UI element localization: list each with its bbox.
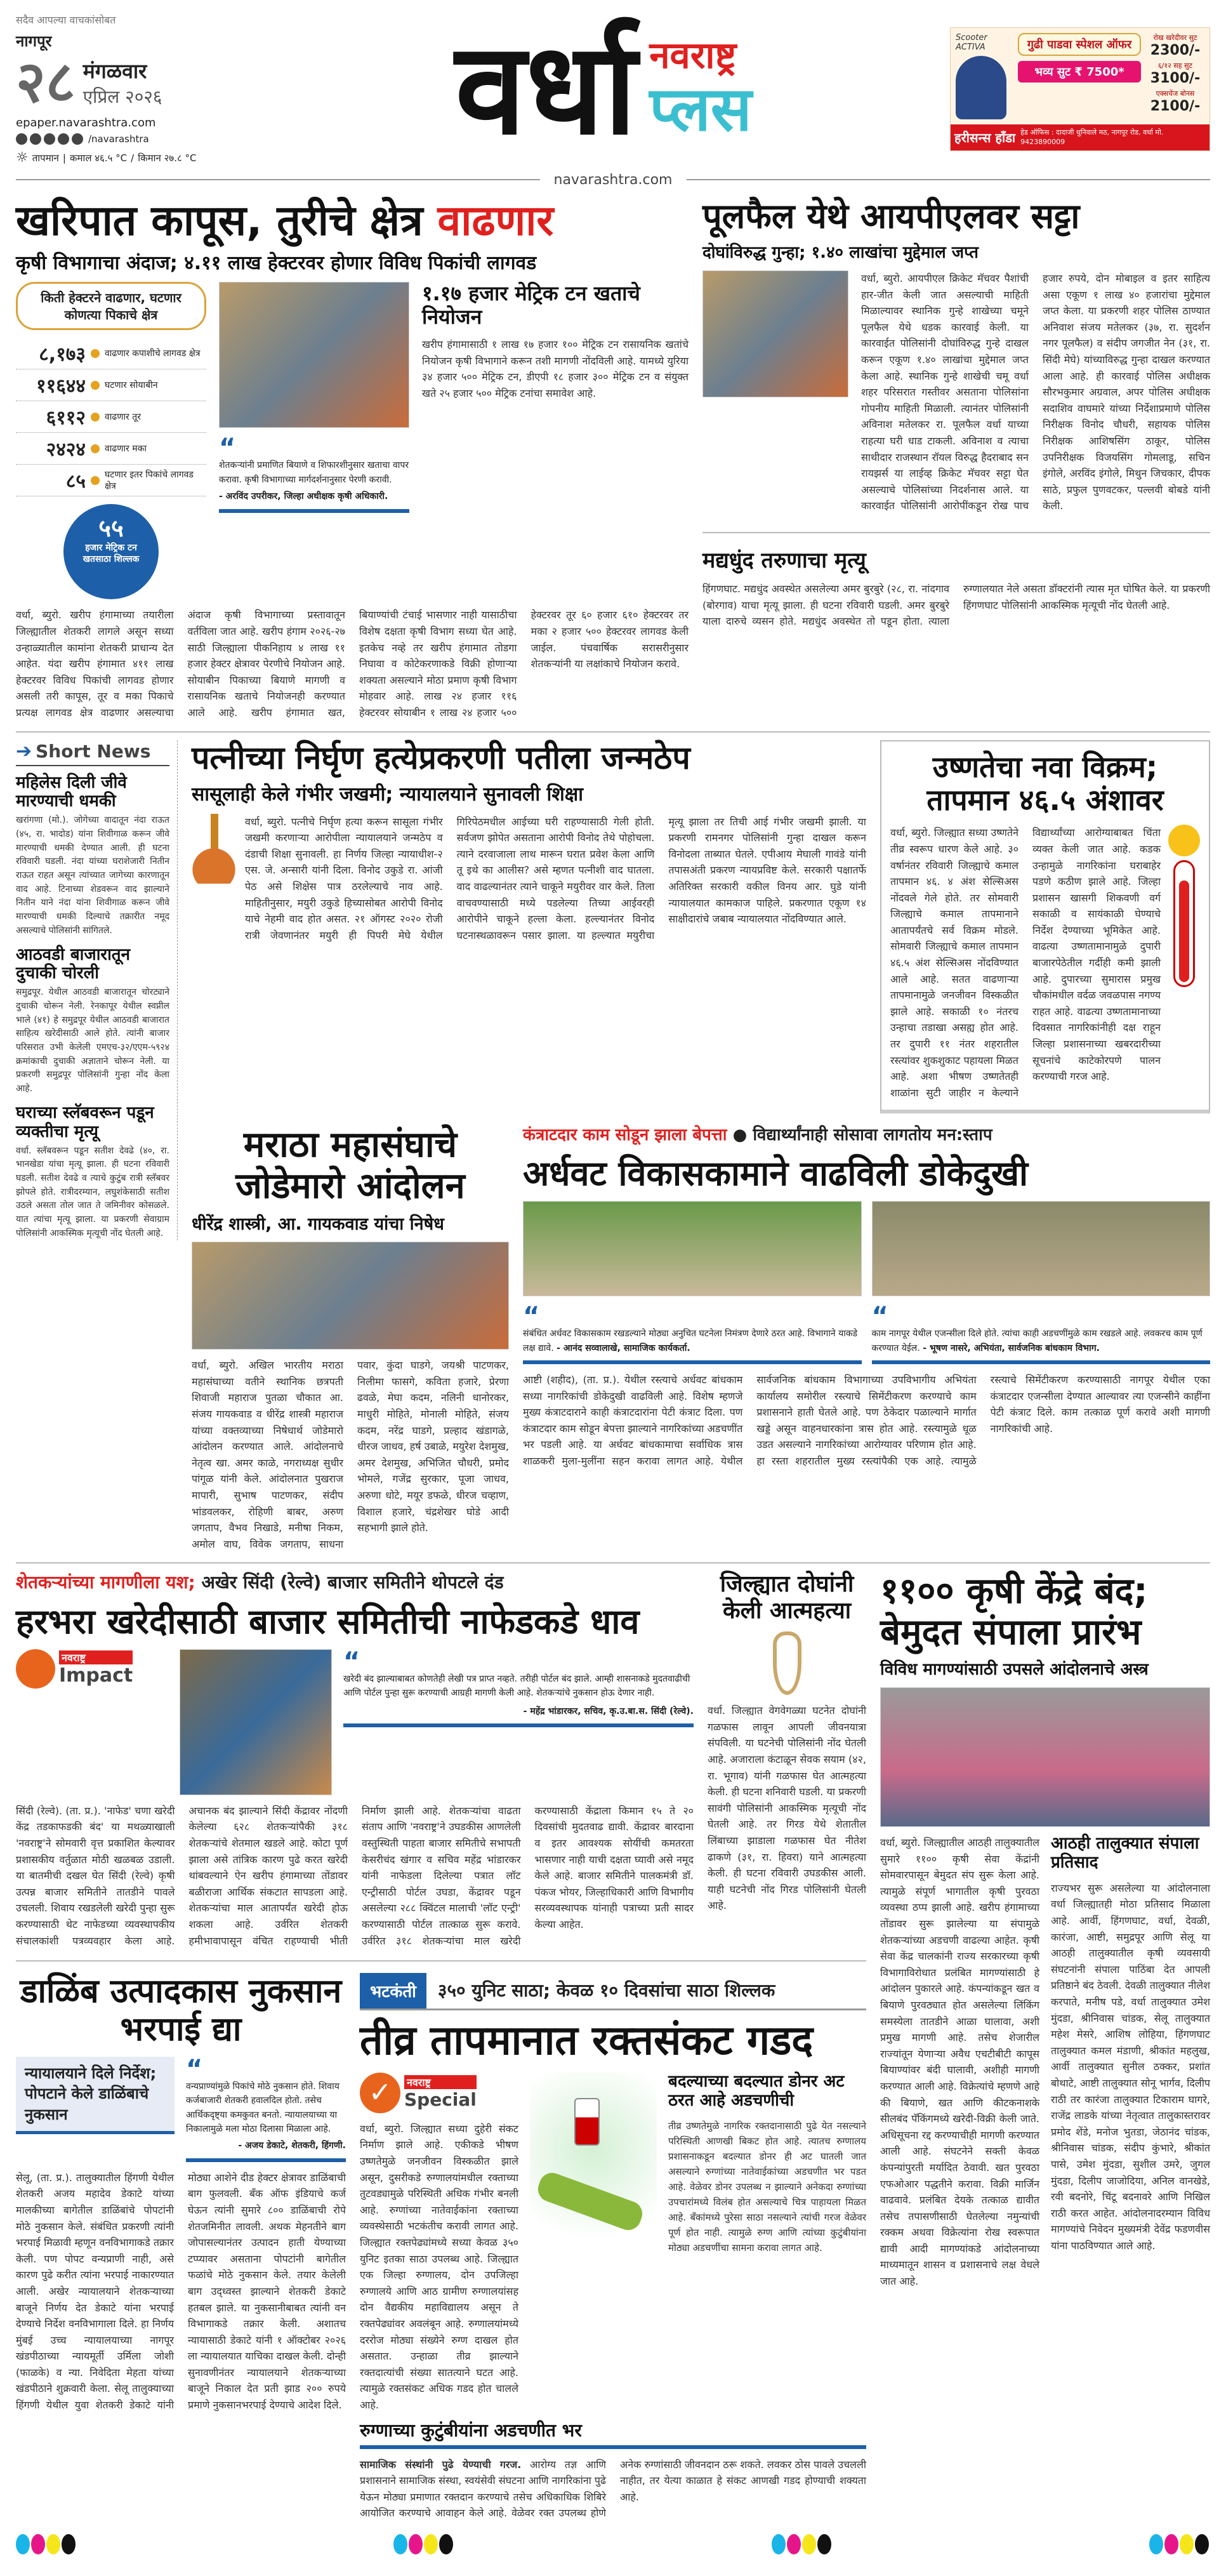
roads-quote1-text: संबंधित अर्धवट विकासकाम रखडल्याने मोठ्या अनुचित घटनेला निमंत्रण देणारे ठरत आहे. विभागाने याकडे लक्ष द्यावे. [523,1329,858,1353]
facebook-icon[interactable] [16,133,27,145]
maratha-subhead: धीरेंद्र शास्त्री, आ. गायकवाड यांचा निषेध [192,1214,444,1235]
stat-value: ८५ [65,470,86,493]
short-news-item [16,774,169,938]
registration-marks [16,2534,77,2557]
weather-label: तापमान [32,152,59,164]
roads-kicker: कंत्राटदार काम सोडून झाला बेपत्ता ● विद्यार्थ्यांनाही सोसावा लागतोय मन:स्ताप [523,1125,992,1145]
maratha-body: वर्धा, ब्युरो. अखिल भारतीय मराठा महासंघाच्या वतीने स्थानिक छत्रपती शिवाजी महाराज पुतळा चौकात आ. संजय गायकवाड व धीरेंद्र शास्त्री महाराज यांच्या वक्तव्याच्या निषेधार्थ जोडेमारो आंदोलन करण्यात आले. आंदोलनाचे नेतृत्व खा. अमर काळे, नगराध्यक्ष सुधीर पांगूळ यांनी केले. आंदोलनात पुखराज मापारी, सुभाष पाटणकर, संदीप भांडवलकर, रोहिणी बाबर, अरुण जगताप, वैभव निखाडे, मनीषा निकम, अमोल वाघ, विवेक जगताप, साधना पवार, कुंदा घाडगे, जयश्री पाटणकर, निलीमा फासगे, कविता हजारे, प्रेरणा ढवळे, मेघा कदम, नलिनी धानोरकर, माधुरी मोहिते, मोनाली मोहिते, संजय कदम, नरेंद्र घाडगे, प्रल्हाद खंडागळे, धीरज जाधव, हर्ष उबाळे, मयुरेश देशमुख, अमर देशमुख, अभिजित चौधरी, प्रमोद भोमले, गजेंद्र सुरकार, पूजा जाधव, अरुणा धोटे, मयूर डफळे, धीरज चव्हाण, विशाल हजारे, चंद्रशेखर घोडे आदी सहभागी झाले होते. [192,1359,509,1550]
heat-headline: उष्णतेचा नवा विक्रम; तापमान ४६.५ अंशावर [926,749,1164,818]
ipl-subhead: दोघांविरुद्ध गुन्हा; १.४० लाखांचा मुद्देमाल जप्त [702,243,979,263]
krushi-sidehead: आठही तालुक्यात संपाला प्रतिसाद [1051,1834,1199,1872]
special-brand: नवराष्ट्र [404,2075,477,2089]
blood-donation-illustration [530,2073,657,2263]
ad-scooter-image [956,56,1006,119]
instagram-icon[interactable] [30,133,41,145]
roads-quote2-author: - भूषण नासरे, अभियंता, सार्वजनिक बांधकाम विभाग. [923,1343,1100,1353]
blood-box-head: रुग्णाच्या कुटुंबीयांना अडचणीत भर [360,2420,866,2448]
short-news-headline: महिलेस दिली जीवे मारण्याची धमकी [16,773,127,811]
temp-max: कमाल ४६.५ °C [69,152,128,164]
short-news-body: समुद्रपूर. येथील आठवडी बाजारातून चोरट्याने दुचाकी चोरून नेली. रेनकापूर येथील स्वप्नील भाले (४१) हे समुद्रपूर येथील आठवडी बाजारात साहित्य खरेदीसाठी आले होते. त्यांनी बाजार परिसरात उभी केलेली एमएच-३२/एएम-५९२४ क्रमांकाची दुचाकी अज्ञाताने चोरून नेली. या प्रकरणी समुद्रपूर पोलिसांनी गुन्हा नोंद केला आहे. [16,987,169,1094]
ipl-photo-arrest [702,270,848,397]
epaper-link[interactable]: epaper.navarashtra.com [16,116,156,129]
stat-row [16,401,206,433]
maratha-story [192,1125,509,1552]
youtube-icon[interactable] [58,133,69,145]
stat-dot-icon [91,476,100,485]
blood-headline: तीव्र तापमानात रक्तसंकट गडद [360,2017,814,2065]
masthead-left: सदैव आपल्या वाचकांसोबत नागपूर २८ मंगळवार एप्रिल २०२६ epaper.navarashtra.com /navarashtra ☼ तापमान | कमाल ४६.५ °C / किमान २७.८ °C [16,13,257,166]
krushi-subhead: विविध मागण्यांसाठी उपसले आंदोलनाचे अस्त्र [880,1660,1149,1680]
suicide-body: वर्धा. जिल्ह्यात वेगवेगळ्या घटनेत दोघांनी गळफास लावून आपली जीवनयात्रा संपविली. या घटनेची पोलिसांनी नोंद घेतली आहे. अजाराला कंटाळून सेवक सयाम (४२, रा. भूगाव) यांनी गळफास घेत आत्महत्या केली. ही घटना शनिवारी घडली. या प्रकरणी सावंगी पोलिसांनी आकस्मिक मृत्यूची नोंद घेतली आहे. तर गिरड येथे शेतातील लिंबाच्या झाडाला गळफास घेत नीतेश ढाकणे (३१, रा. हिवरा) याने आत्महत्या केली. ही घटना रविवारी उघडकीस आली. याही घटनेची नोंद गिरड पोलिसांनी घेतली आहे. [708,1704,866,1912]
stats-box-title: किती हेक्टरने वाढणार, घटणार कोणत्या पिकाचे क्षेत्र [16,282,206,330]
lead-stats-box [16,282,206,599]
quote-mark-icon: “ [523,1302,540,1332]
murder-body: वर्धा, ब्युरो. पत्नीचे निर्घृण हत्या करून सासूला गंभीर जखमी करणाऱ्या आरोपीला न्यायालयाने जन्मठेप व दंडाची शिक्षा सुनावली. हा निर्णय जिल्हा न्यायाधीश-२ एस. जे. अन्सारी यांनी दिला. विनोद उकुडे रा. आंजी पेठ असे शिक्षेस पात्र ठरलेल्याचे नाव आहे. माहितीनुसार, मयुरी उकुडे हिच्यासोबत आरोपी विनोद याचे नेहमी वाद होत असत. २१ ऑगस्ट २०२० रोजी रात्री जेवणानंतर मयुरी ही पिपरी मेघे येथील गिरिपेठमधील आईच्या घरी राहण्यासाठी गेली होती. सर्वजण झोपेत असताना आरोपी विनोद तेथे पोहोचला. त्याने दरवाजाला लाथ मारून घरात प्रवेश केला आणि तू इथे का आलीस? असे म्हणत पत्नीशी वाद घातला. वाद वाढल्यानंतर त्याने चाकूने मयुरीवर वार केले. तिला वाचवण्यासाठी मध्ये पडलेल्या तिच्या आईवरही आरोपीने चाकूने हल्ला केला. हल्ल्यानंतर विनोद घटनास्थळावरून पसार झाला. या हल्ल्यात मयुरीचा मृत्यू झाला तर तिची आई गंभीर जखमी झाली. या प्रकरणी रामनगर पोलिसांनी गुन्हा दाखल करून विनोदला ताब्यात घेतले. एपीआय मेघाली गावंडे यांनी तपासअंती प्रकरण न्यायप्रविष्ट केले. सरकारी पक्षातर्फे अतिरिक्त सरकारी वकील विनय आर. घुडे यांनी न्यायालयात कामकाज पाहिले. प्रकरणात एकूण १४ साक्षीदारांचे जबाब न्यायालयात नोंदविण्यात आले. [245,815,866,941]
social-handle: /navarashtra [88,133,149,145]
paper-title: वर्धा [455,15,637,163]
badge-number: ५५ [98,514,124,543]
roads-quote2-text: काम नागपूर येथील एजन्सीला दिले होते. त्यांचा काही अडचणींमुळे काम रखडले आहे. लवकरच काम पूर्ण करण्यात येईल. [871,1329,1203,1353]
krushi-sidebody: राज्यभर सुरू असलेल्या या आंदोलनाला वर्धा जिल्ह्यातही मोठा प्रतिसाद मिळाला आहे. आर्वी, हिंगणघाट, वर्धा, देवळी, कारंजा, आष्टी, समुद्रपूर आणि सेलू या आठही तालुक्यातील कृषी व्यवसायी संघटनांनी संपाला पाठिंबा देत आपली प्रतिष्ठाने बंद ठेवली. देवळी तालुक्यात नीलेश करपाते, मनीष पडे, वर्धा तालुक्यात उमेश मुंदडा, श्रीनिवास चांडक, सेलू तालुक्यात महेश मेसरे, आशिष लोहिया, हिंगणघाट तालुक्यात कमल मंडाणी, श्रीकांत महलुख, आर्वी तालुक्यात सुनील ठक्कर, प्रशांत बोथाटे, आष्टी तालुक्यात सोनू भार्गव, दिलीप राठी तर कारंजा तालुक्यात टिकाराम घागरे, राजेंद्र लाडके यांच्या नेतृत्वात तालुकास्तरावर प्रमोद शेंडे, मनोज भुतडा, जेठानंद चांडक, श्रीनिवास चांडक, संदीप कुंभारे, श्रीकांत पासे, उमेश मुंदडा, सुशील उमरे, जुगल मुंदडा, दिलीप जाजोदिया, अनिल वानखेडे, रवी बदनोरे, चिंटू बदनावरे आणि निखिल राठी करत आहेत. आंदोलनादरम्यान विविध मागण्यांचे निवेदन मुख्यमंत्री देवेंद्र फडणवीस यांना पाठविण्यात आले आहे. [1051,1882,1210,2252]
krushi-headline: ११०० कृषी केंद्रे बंद; बेमुदत संपाला प्रारंभ [880,1570,1148,1653]
blood-story [360,1973,866,2521]
stat-dot-icon [91,444,100,453]
donor-figure-icon [534,2169,645,2233]
ad-offer: गुढी पाडवा स्पेशल ऑफर [1018,33,1141,56]
short-news-column [16,740,178,1241]
lead-headline-red: वाढणार [437,196,554,245]
masthead [16,13,1210,166]
short-news-arrow-icon: ➔ [16,740,32,762]
linkedin-icon[interactable] [72,133,83,145]
krushi-body: वर्धा, ब्युरो. जिल्ह्यातील आठही तालुक्यातील सुमारे ११०० कृषी सेवा केंद्रांनी सोमवारपासून बेमुदत संप सुरू केला आहे. त्यामुळे संपूर्ण भागातील कृषी पुरवठा व्यवस्था ठप्प झाली आहे. खरीप हंगामाच्या तोंडावर सुरू झालेल्या या संपामुळे शेतकऱ्यांच्या अडचणी वाढल्या आहेत. कृषी सेवा केंद्र चालकांनी राज्य सरकारच्या कृषी विभागाविरोधात प्रलंबित मागण्यांसाठी हे आंदोलन पुकारले आहे. कंपन्यांकडून खत व बियाणे पुरवठ्यात होत असलेल्या लिंकिंग समस्येला तातडीने आळा घालावा, अशी प्रमुख मागणी आहे. तसेच शेजारील राज्यांतून येणाऱ्या अवैध एचटीबीटी कापूस बियाण्यांवर बंदी घालावी, अशीही मागणी करण्यात आली आहे. विक्रेत्यांचे म्हणणे आहे की बियाणे, खत आणि कीटकनाशके सीलबंद पॅकिंगमध्ये खरेदी-विक्री केली जाते. अधिसूचना रद्द करण्याचीही मागणी करण्यात आली आहे. संघटनेने सक्ती केवळ कंपन्यांपुरती मर्यादित ठेवावी. खत पुरवठा एफओआर पद्धतीने करावा. विक्री मार्जिन वाढवावे. प्रलंबित देयके तत्काळ द्यावीत तसेच तपासणीसाठी घेतलेल्या नमुन्यांची रक्कम अथवा विक्रेत्यांना रोख स्वरूपात द्यावी आदी मागण्यांकडे आंदोलनाच्या माध्यमातून शासन व प्रशासनाचे लक्ष वेधले जात आहे. [880,1836,1039,2288]
masthead-center [276,15,931,163]
thermometer-icon [1173,860,1195,987]
heat-box [880,740,1210,1114]
roads-photo-2 [872,1201,1211,1296]
roads-kicker-text: विद्यार्थ्यांनाही सोसावा लागतोय मन:स्ताप [753,1125,992,1145]
market-headline: हरभरा खरेदीसाठी बाजार समितीची नाफेडकडे धाव [16,1601,640,1642]
blood-kicker [360,1973,866,2010]
market-kicker [16,1571,694,1594]
quote-mark-icon: “ [219,434,236,463]
roads-photo-1 [523,1201,862,1296]
pomegranate-quote [186,2054,346,2162]
stat-value: ८,१७३ [39,343,86,366]
short-news-item [16,1104,169,1241]
ad-dealer: हरीसन्स हॉंडा [954,130,1016,145]
x-icon[interactable] [44,133,55,145]
brand-navarashtra: नवराष्ट्र [649,33,737,77]
ad-discount: भव्य सुट ₹ 7500* [1018,61,1141,83]
market-quote-author: - महेंद्र भांडारकर, सचिव, कृ.उ.बा.स. सिंदी (रेल्वे). [523,1706,694,1716]
honda-ad[interactable] [950,27,1210,151]
ad-price1: 2300/- [1150,43,1201,59]
fist-icon [16,1649,55,1689]
registration-marks [1149,2534,1210,2557]
roads-story [523,1125,1210,1469]
ipl-story [702,197,1210,630]
market-kicker-text: अखेर सिंदी (रेल्वे) बाजार समितीने थोपटले दंड [201,1572,504,1593]
lead-story [16,197,689,721]
pomegranate-body: सेलू, (ता. प्र.). तालुक्यातील हिंगणी येथील शेतकरी अजय महादेव डेकाटे यांच्या मालकीच्या बागेतील डाळिंबांचे पोपटांनी मोठे नुकसान केले. संबंधित प्रकरणी त्यांनी भरपाई मिळावी म्हणून वनविभागाकडे तक्रार केली. पण पोपट वन्यप्राणी नाही, असे कारण पुढे करीत त्यांना भरपाई नाकारण्यात आली. अखेर न्यायालयाने शेतकऱ्याच्या बाजूने निर्णय देत डेकाटे यांना भरपाई देण्याचे निर्देश वनविभागाला दिले. हा निर्णय मुंबई उच्च न्यायालयाच्या नागपूर खंडपीठाच्या न्यायमूर्ती उर्मिला जोशी (फाळके) व न्या. निवेदिता मेहता यांच्या खंडपीठाने शुक्रवारी केला. सेलू तालुक्याच्या हिंगणी येथील युवा शेतकरी डेकाटे यांनी मोठ्या आशेने दीड हेक्टर क्षेत्रावर डाळिंबाची बाग फुलवली. बँक ऑफ इंडियाचे कर्ज घेऊन त्यांनी सुमारे ८०० डाळिंबाची रोपे शेतजमिनीत लावली. अथक मेहनतीने बाग जोपासल्यानंतर उत्पादन हाती येण्याच्या टप्प्यावर असताना पोपटांनी बागेतील फळांचे मोठे नुकसान केले. तयार केलेली बाग उद्ध्वस्त झाल्याने शेतकरी डेकाटे हतबल झाले. या नुकसानीबाबत त्यांनी वन विभागाकडे तक्रार केली. अशातच न्यायासाठी डेकाटे यांनी १ ऑक्टोबर २०२६ ला न्यायालयात याचिका दाखल केली. दोन्ही सुनावणीनंतर न्यायालयाने शेतकऱ्याच्या बाजूने निकाल देत प्रती झाड २०० रुपये प्रमाणे नुकसानभरपाई देण्याचे आदेश दिले. [16,2171,346,2412]
blood-sub2 [360,2457,866,2521]
lead-quote-text: शेतकऱ्यांनी प्रमाणित बियाणे व शिफारशीनुसार खताचा वापर करावा. कृषी विभागाच्या मार्गदर्शनानुसार पेरणी करावी. [219,460,409,485]
badge-text: हजार मेट्रिक टन खतसाठा शिल्लक [82,543,140,565]
drunk-headline: मद्यधुंद तरुणाचा मृत्यू [702,547,866,573]
checkmark-icon: ✓ [360,2073,400,2113]
pomegranate-quote-text: वन्यप्राण्यांमुळे पिकांचे मोठे नुकसान होते. शिवाय कर्जबाजारी शेतकरी हवालदिल होतो. तसेच आर्थिकदृष्ट्या कमकुवत बनतो. न्यायालयाच्या या निकालामुळे मला मोठा दिलासा मिळाला आहे. [186,2081,339,2134]
fertilizer-sidebody: खरीप हंगामासाठी १ लाख १७ हजार १०० मेट्रिक टन रासायनिक खतांचे नियोजन कृषी विभागाने करून तशी मागणी नोंदविली आहे. यामध्ये युरिया ३४ हजार ५०० मेट्रिक टन, डीएपी १८ हजार ३०० मेट्रिक टन व संयुक्त खते २५ हजार ५०० मेट्रिक टनांचा समावेश आहे. [422,338,689,399]
month-year: एप्रिल २०२६ [82,86,162,107]
ipl-headline: पूलफैल येथे आयपीएलवर सट्टा [702,196,1080,236]
stat-row [16,433,206,465]
gavel-icon [192,814,236,884]
ad-price2: 3100/- [1150,70,1201,87]
blood-subhead: बदल्याच्या बदल्यात डोनर अट ठरत आहे अडचणीची [668,2071,845,2110]
roads-headline: अर्धवट विकासकामाने वाढविली डोकेदुखी [523,1153,1028,1194]
lead-photo-fertilizer [219,282,409,428]
murder-story [192,740,866,944]
suicide-headline: जिल्ह्यात दोघांनी केली आत्महत्या [720,1571,854,1624]
short-news-body: वर्धा. स्लॅबवरून पडून सतीश देवढे (४०, रा. भानखेडा यांचा मृत्यू झाला. ही घटना रविवारी घडली. सतीश देवढे व त्याचे कुटुंब रात्री स्लॅबवर झोपले होते. रात्रीदरम्यान, लघुशंकेसाठी सतीश उठले असता तोल जात ते जमिनीवर कोसळले. यात त्यांचा मृत्यू झाला. या प्रकरणी सेवाग्राम पोलिसांनी आकस्मिक मृत्यूची नोंद घेतली आहे. [16,1145,169,1238]
city: नागपूर [16,32,52,50]
pomegranate-box: न्यायालयाने दिले निर्देश; पोपटाने केले डाळिंबाचे नुकसान [16,2057,175,2134]
social-links[interactable] [16,133,257,145]
stat-label: घटणार इतर पिकांचे लागवड क्षेत्र [105,469,194,491]
ad-address: हेड ऑफिस : दादाजी धुनिवाले मठ, नागपूर रोड, वर्धा मो. 9423890009 [1020,128,1164,146]
blood-subbody: तीव्र उष्णतेमुळे नागरिक रक्तदानासाठी पुढे येत नसल्याने परिस्थिती आणखी बिकट होत आहे. त्यातच रुग्णालय प्रशासनाकडून बदल्यात डोनर ही अट घातली जात असल्याने रुग्णांच्या नातेवाईकांच्या अडचणीत भर पडत आहे. वेळेवर डोनर उपलब्ध न झाल्याने अनेकदा रुग्णांच्या उपचारांमध्ये विलंब होत असल्याचे चित्र पाहायला मिळत आहे. बँकांमध्ये पुरेसा साठा नसल्याने त्यांची गरज वेळेवर पूर्ण होत नाही. त्यामुळे रुग्ण आणि त्यांच्या कुटुंबीयांना मोठ्या अडचणींचा सामना करावा लागत आहे. [668,2120,866,2254]
stat-row [16,369,206,401]
lead-quote-author: - अरविंद उपरीकर, जिल्हा अधीक्षक कृषी अधिकारी. [219,491,388,502]
lead-subhead: कृषी विभागाचा अंदाज; ४.११ लाख हेक्टरवर होणार विविध पिकांची लागवड [16,251,537,274]
impact-logo [16,1649,168,1689]
roads-quote-2 [872,1304,1211,1364]
heat-body: वर्धा, ब्युरो. जिल्ह्यात सध्या उष्णतेने तीव्र स्वरूप धारण केले आहे. ३० वर्षानंतर रविवारी जिल्ह्याचे कमाल तापमान ४६. ४ अंश सेल्सिअस नोंदवले गेले होते. तर सोमवारी जिल्ह्याचे कमाल तापमानाने आतापर्यंतचे सर्व विक्रम मोडले. सोमवारी जिल्ह्याचे कमाल तापमान ४६.५ अंश सेल्सिअस नोंदविण्यात आले आहे. सतत वाढणाऱ्या तापमानामुळे जनजीवन विस्कळीत झाले आहे. सकाळी १० नंतरच उन्हाचा तडाखा असह्य होत आहे. तर दुपारी ११ नंतर शहरातील रस्त्यांवर शुकशुकाट पहायला मिळत आहे. अशा भीषण उष्णतेतही शाळांना सुटी जाहीर न केल्याने विद्यार्थ्यांच्या आरोग्याबाबत चिंता व्यक्त केली जात आहे. कडक उन्हामुळे नागरिकांना घराबाहेर पडणे कठीण झाले आहे. जिल्हा प्रशासन खासगी शिकवणी वर्ग सकाळी व सायंकाळी घेण्याचे निर्देश देण्याच्या भूमिकेत आहे. वाढत्या उष्णतामानामुळे दुपारी बाजारपेठेतील गर्दीही कमी झाली आहे. दुपारच्या सुमारास प्रमुख चौकांमधील वर्दळ जवळपास नगण्य राहत आहे. वाढत्या उष्णतामानाच्या दिवसात नागरिकांनीही दक्ष राहून जिल्हा प्रशासनाच्या खबरदारीच्या सूचनांचे काटेकोरपणे पालन करण्याची गरज आहे. [890,827,1161,1099]
temp-min: किमान २७.८ °C [138,152,197,164]
stat-label: वाढणार कपाशीचे लागवड क्षेत्र [105,348,201,359]
market-body: सिंदी (रेल्वे). (ता. प्र.). 'नाफेड' चणा खरेदी केंद्र तडकाफडकी बंद' या मथळ्याखाली 'नवराष्ट्र'ने सोमवारी वृत्त प्रकाशित केल्यावर प्रशासकीय वर्तुळात मोठी खळबळ उडाली. या बातमीची दखल घेत सिंदी (रेल्वे) कृषी उत्पन्न बाजार समितीने तातडीने पावले उचलली. शिवाय रखडलेली खरेदी पुन्हा सुरू करण्यासाठी थेट नाफेडच्या व्यवस्थापकीय संचालकांशी पत्रव्यवहार केला आहे. अचानक बंद झाल्याने सिंदी केंद्रावर नोंदणी केलेल्या ६२८ शेतकऱ्यांपैकी ३१८ शेतकऱ्यांचे शेतमाल खडले आहे. कोटा पूर्ण झाला असे तांत्रिक कारण पुढे करत खरेदी थांबवल्याने ऐन खरीप हंगामाच्या तोंडावर बळीराजा आर्थिक संकटात सापडला आहे. शेतकऱ्यांचा माल आतापर्यंत खरेदी होऊ शकला आहे. उर्वरित शेतकरी हमीभावापासून वंचित राहण्याची भीती निर्माण झाली आहे. शेतकऱ्यांचा वाढता संताप आणि 'नवराष्ट्र'ने उघडकीस आणलेली वस्तुस्थिती पाहता बाजार समितीचे सभापती केसरीचंद खंगार व सचिव महेंद्र भांडारकर यांनी नाफेडला दिलेल्या पत्रात लॉट एन्ट्रीसाठी पोर्टल उघडा, केंद्रावर पडून असलेल्या २८८ क्विंटल मालाची 'लॉट एन्ट्री' करण्यासाठी पोर्टल तात्काळ सुरू करावे. उर्वरित ३१८ शेतकऱ्यांचा माल खरेदी करण्यासाठी केंद्राला किमान १५ ते २० दिवसांची मुदतवाढ द्यावी. केंद्रावर बारदाना व इतर आवश्यक सोयींची कमतरता भासणार नाही याची दक्षता घ्यावी असे नमूद केले आहे. बाजार समितीने पालकमंत्री डॉ. पंकज भोयर, जिल्हाधिकारी आणि विभागीय सरव्यवस्थापक यांनाही पत्राच्या प्रती सादर केल्या आहेत. [16,1804,694,1947]
special-logo [360,2073,518,2113]
blood-bag-icon [574,2098,600,2146]
market-quote-text: खरेदी बंद झाल्याबाबत कोणतेही लेखी पत्र प्राप्त नव्हते. तरीही पोर्टल बंद झाले. आम्ही शासनाकडे मुदतवाढीची आणि पोर्टल पुन्हा सुरू करण्याची आग्रही मागणी केली आहे. शेतकऱ्यांचे नुकसान होऊ देणार नाही. [343,1673,690,1699]
stat-value: ११६४४ [36,375,86,398]
roads-body: आष्टी (शहीद), (ता. प्र.). येथील रस्त्याचे अर्धवट बांधकाम सध्या नागरिकांची डोकेदुखी वाढविली आहे. विशेष म्हणजे मुख्य कंत्राटदाराने काही कंत्राटदारांना पेटी कंत्राट दिला. पण कंत्राटदार काम सोडून बेपत्ता झाल्याने नागरिकांच्या अडचणींत भर पडली आहे. या अर्धवट बांधकामाचा सर्वाधिक त्रास शाळकरी मुला-मुलींना सहन करावा लागत आहे. येथील सार्वजनिक बांधकाम विभागाच्या उपविभागीय अभियंता कार्यालय समोरील रस्त्याचे सिमेंटीकरण करण्याचे काम प्रशासनाने हाती घेतले आहे. पण ठेकेदार पळाल्याने मार्गात खड्डे असून वाहनधारकांना त्रास होत आहे. रस्त्यामुळे धूळ उडत असल्याने नागरिकांच्या आरोग्यावर परिणाम होत आहे. हा रस्ता शहरातील मुख्य रस्त्यांपैकी एक आहे. त्यामुळे रस्त्याचे सिमेंटीकरण करण्यासाठी नागपूर येथील एका कंत्राटदार एजन्सीला देण्यात आल्यावर त्या एजन्सीने काहींना पेटी कंत्राट दिले. काम तत्काळ पूर्ण करावे अशी मागणी नागरिकांची आहे. [523,1374,1210,1468]
pomegranate-headline: डाळिंब उत्पादकास नुकसान भरपाई द्या [20,1972,342,2048]
drunk-body: हिंगणघाट. मद्यधुंद अवस्थेत असलेल्या अमर बुरबुरे (२८, रा. नांदगाव (बोरगाव) याचा मृत्यू झाला. ही घटना रविवारी घडली. अमर बुरबुरे याला दारुचे व्यसन होते. मद्यधुंद अवस्थेत तो पडून होता. त्याला रुग्णालयात नेले असता डॉक्टरांनी त्यास मृत घोषित केले. या प्रकरणी हिंगणघाट पोलिसांनी आकस्मिक मृत्यूची नोंद घेतली आहे. [702,582,1210,628]
maratha-protest-photo [192,1242,509,1350]
market-story [16,1571,694,1949]
special-label: Special [404,2089,477,2111]
ipl-body-1: वर्धा, ब्युरो. आयपीएल क्रिकेट मॅचवर पैशांची हार-जीत केली जात असल्याची माहिती मिळाल्यावर स्थानिक गुन्हे शाखेच्या चमूने पूलफैल येथे धडक कारवाई केली. या कारवाईत पोलिसांनी दोघांविरुद्ध गुन्हे दाखल करून एकूण १.४० लाखांचा मुद्देमाल जप्त केला आहे. स्थानिक गुन्हे शाखेची चमू वर्धा शहर परिसरात गस्तीवर असताना पोलिसांना गोपनीय माहिती मिळाली. त्यानंतर पोलिसांनी अविनाश मतेलकर रा. पूलफैल वर्धा याच्या राहत्या घरी धाड टाकली. अविनाश व त्याचा साथीदार राजस्थान रॉयल विरुद्ध हैदराबाद सन रायझर्स या लाईव्ह क्रिकेट मॅचवर सट्टा घेत असल्याचे पोलिसांच्या निदर्शनास आले. या कारवाईत पोलिसांनी आरोपींकडून रोख पाच हजार रुपये, दोन मोबाइल व इतर साहित्य असा एकूण १ लाख ४० हजारांचा मुद्देमाल जप्त केला. या प्रकरणी शहर पोलिस ठाण्यात अनिवाश संजय मतेलकर (३७, रा. सुदर्शन नगर पूलफैल) व संदीप जगजीत नेन (३१, रा. सिंदी मेघे) यांच्याविरुद्ध गुन्हा दाखल करण्यात आला आहे. ही कारवाई पोलिस अधीक्षक सौरभकुमार अग्रवाल, अपर पोलिस अधीक्षक सदाशिव वाघमारे यांच्या निर्देशाप्रमाणे पोलिस निरीक्षक विनोद चौधरी, सहायक पोलिस निरीक्षक आशिषसिंग ठाकूर, पोलिस उपनिरीक्षक विजयसिंग गोमलाडू, सचिन इंगोले, अरविंद इंगोले, मिथुन जिचकार, दीपक साठे, प्रफुल पुणवटकर, पल्लवी बोबडे यांनी केली. [861,272,1210,512]
krushi-story [880,1571,1210,2289]
murder-headline: पत्नीच्या निर्घृण हत्येप्रकरणी पतीला जन्मठेप [192,739,690,776]
impact-label: Impact [59,1664,133,1687]
ad-price3: 2100/- [1150,98,1201,115]
quote-mark-icon: “ [343,1647,360,1676]
roads-quote1-author: - आनंद सव्वालाखे, सामाजिक कार्यकर्ता. [557,1343,690,1353]
short-news-headline: घराच्या स्लॅबवरून पडून व्यक्तीचा मृत्यू [16,1103,154,1141]
ad-model: Scooter ACTIVA [956,33,987,53]
lead-body: वर्धा, ब्युरो. खरीप हंगामाच्या तयारीला जिल्ह्यातील शेतकरी लागले असून सध्या उन्हाळ्यातील कामांना शेतकरी प्राधान्य देत आहेत. यंदा खरीप हंगामात ४११ लाख हेक्टरवर विविध पिकांची लागवड होणार असली तरी कापूस, तूर व मका पिकाचे प्रत्यक्ष लागवड क्षेत्र वाढणार असल्याचा अंदाज कृषी विभागाच्या प्रस्तावातून वर्तविला जात आहे. खरीप हंगाम २०२६-२७ साठी जिल्ह्याला पीकनिहाय ४ लाख ११ हजार हेक्टर क्षेत्रावर पेरणीचे नियोजन आहे. सोयाबीन पिकाच्या बियाणे मागणी व रासायनिक खताचे नियोजनही करण्यात आले आहे. खरीप हंगामात खत, बियाण्यांची टंचाई भासणार नाही यासाठीचा विशेष दक्षता कृषी विभाग सध्या घेत आहे. इतकेच नव्हे तर खरीप हंगामात तोडगा निघावा व कोटेकरणाकडे विक्री होणाऱ्या शक्यता असल्याने मोठा प्रमाण कृषी विभाग मोहवार आहे. लाख २४ हजार ११६ हेक्टरवर सोयाबीन १ लाख २४ हजार ५०० हेक्टरवर तूर ६० हजार ६१० हेक्टरवर तर मका २ हजार ५०० हेक्टरवर लागवड केली जाईल. पंचवार्षिक सरासरीनुसार शेतकऱ्यांनी या लक्षांकाचे नियोजन करावे. [16,609,689,719]
stat-dot-icon [91,349,100,358]
ad-price3-label: एक्सचेंज बोनस [1156,90,1195,98]
lead-headline [16,197,689,245]
roads-quote-1 [523,1304,862,1364]
blood-kicker-text: ३५० युनिट साठा; केवळ १० दिवसांचा साठा शिल्लक [437,1980,775,2001]
blood-body: वर्धा, ब्युरो. जिल्ह्यात सध्या दुहेरी संकट निर्माण झाले आहे. एकीकडे भीषण उष्णतेमुळे जनजीवन विस्कळीत झाले असून, दुसरीकडे रुग्णालयांमधील रक्ताच्या तुटवड्यामुळे परिस्थिती अधिक गंभीर बनली आहे. रुग्णांच्या नातेवाईकांना रक्ताच्या व्यवस्थेसाठी भटकंतीच करावी लागत आहे. जिल्ह्यात रक्तपेढ्यांमध्ये सध्या केवळ ३५० युनिट इतका साठा उपलब्ध आहे. जिल्ह्यात एक जिल्हा रुग्णालय, दोन उपजिल्हा रुग्णालये आणि आठ ग्रामीण रुग्णालयांसह दोन वैद्यकीय महाविद्यालय असून ते रक्तपेढ्यांवर अवलंबून आहे. रुग्णालयांमध्ये दररोज मोठ्या संख्येने रुग्ण दाखल होत असतात. उन्हाळा तीव्र झाल्याने रक्तदात्यांची संख्या सातत्याने घटत आहे. त्यामुळे रक्तसंकट अधिक गडद होत चालले आहे. [360,2122,518,2411]
market-kicker-red: शेतकऱ्यांच्या मागणीला यश; [16,1572,195,1593]
stat-dot-icon [91,381,100,390]
krushi-protest-photo [880,1687,1210,1827]
stat-label: वाढणार मका [105,443,147,454]
blood-kicker-tag[interactable]: भटकंती [360,1973,426,2008]
quote-mark-icon: “ [186,2054,203,2084]
roads-kicker-red: कंत्राटदार काम सोडून झाला बेपत्ता [523,1125,727,1145]
stat-row [16,338,206,369]
murder-subhead: सासूलाही केले गंभीर जखमी; न्यायालयाने सुनावली शिक्षा [192,783,584,806]
market-photo [180,1649,332,1795]
weekday: मंगळवार [82,58,147,83]
weather-sun-cloud-icon: ☼ [16,150,29,166]
tagline: सदैव आपल्या वाचकांसोबत [16,14,116,26]
lead-headline-text: खरिपात कापूस, तुरीचे क्षेत्र [16,196,423,245]
stat-dot-icon [91,413,100,422]
site-footer[interactable]: navarashtra.com [553,172,673,188]
market-quote [343,1649,694,1727]
lead-quote [219,435,409,512]
stat-label: घटणार सोयाबीन [105,380,158,390]
stat-value: २४२४ [46,439,86,461]
pomegranate-story [16,1973,346,2413]
short-news-headline: आठवडी बाजारातून दुचाकी चोरली [16,945,131,983]
impact-brand: नवराष्ट्र [59,1650,133,1664]
blood-sub2-body: आरोग्य तज्ञ आणि प्रशासनाने सामाजिक संस्था, स्वयंसेवी संघटना आणि नागरिकांना पुढे येऊन मोठ्या प्रमाणात रक्तदान करण्याचे तसेच अधिकाधिक शिबिरे आयोजित करण्याचे आवाहन केले आहे. वेळेवर रक्त उपलब्ध होणे अनेक रुग्णांसाठी जीवनदान ठरू शकते. लवकर ठोस पावले उचलली नाहीत, तर येत्या काळात हे संकट आणखी गडद होण्याची शक्यता आहे. [360,2458,866,2520]
ad-price1-label: रोख खरेदीवर सुट [1153,34,1197,43]
short-news-item [16,946,169,1096]
short-news-body: खरांगणा (मो.). जोगेच्या वादातून नंदा राऊत (४५, रा. भादोड) यांना शिवीगाळ करून जीवे मारण्याची धमकी देण्यात आली. ही घटना रविवारी घडली. नंदा यांच्या घराशेजारी नितीन राऊत राहत असून त्यांच्यात जागेच्या कारणातून वाद आहे. टिनाच्या शेडवरून वाद झाल्याने नितीन याने नंदा यांना शिवीगाळ करून जीवे मारण्याची धमकी दिल्याचे तक्रारीत नमूद असल्याचे पोलिसांनी सांगितले. [16,815,169,936]
ad-price2-label: ६/१२ सह सुट [1157,62,1193,70]
registration-marks [393,2534,454,2557]
heat-illustration [1168,825,1200,990]
quote-mark-icon: “ [871,1302,888,1332]
noose-icon [773,1631,801,1695]
fertilizer-sidehead: १.१७ हजार मेट्रिक टन खताचे नियोजन [422,281,640,329]
blood-sub2-head: सामाजिक संस्थांनी पुढे येण्याची गरज. [360,2458,522,2471]
stat-value: ६११२ [46,407,86,430]
short-news-label: Short News [36,740,151,762]
sun-icon [1168,825,1200,856]
stat-row [16,465,206,496]
stat-label: वाढणार तूर [105,411,141,422]
registration-marks [772,2534,833,2557]
suicide-story [708,1571,866,1914]
maratha-headline: मराठा महासंघाचे जोडेमारो आंदोलन [235,1124,465,1207]
fertilizer-badge [63,504,159,599]
brand-plus: प्लस [649,73,752,145]
day-number: २८ [16,49,76,116]
pomegranate-quote-author: - अजय डेकाटे, शेतकरी, हिंगणी. [238,2141,346,2151]
